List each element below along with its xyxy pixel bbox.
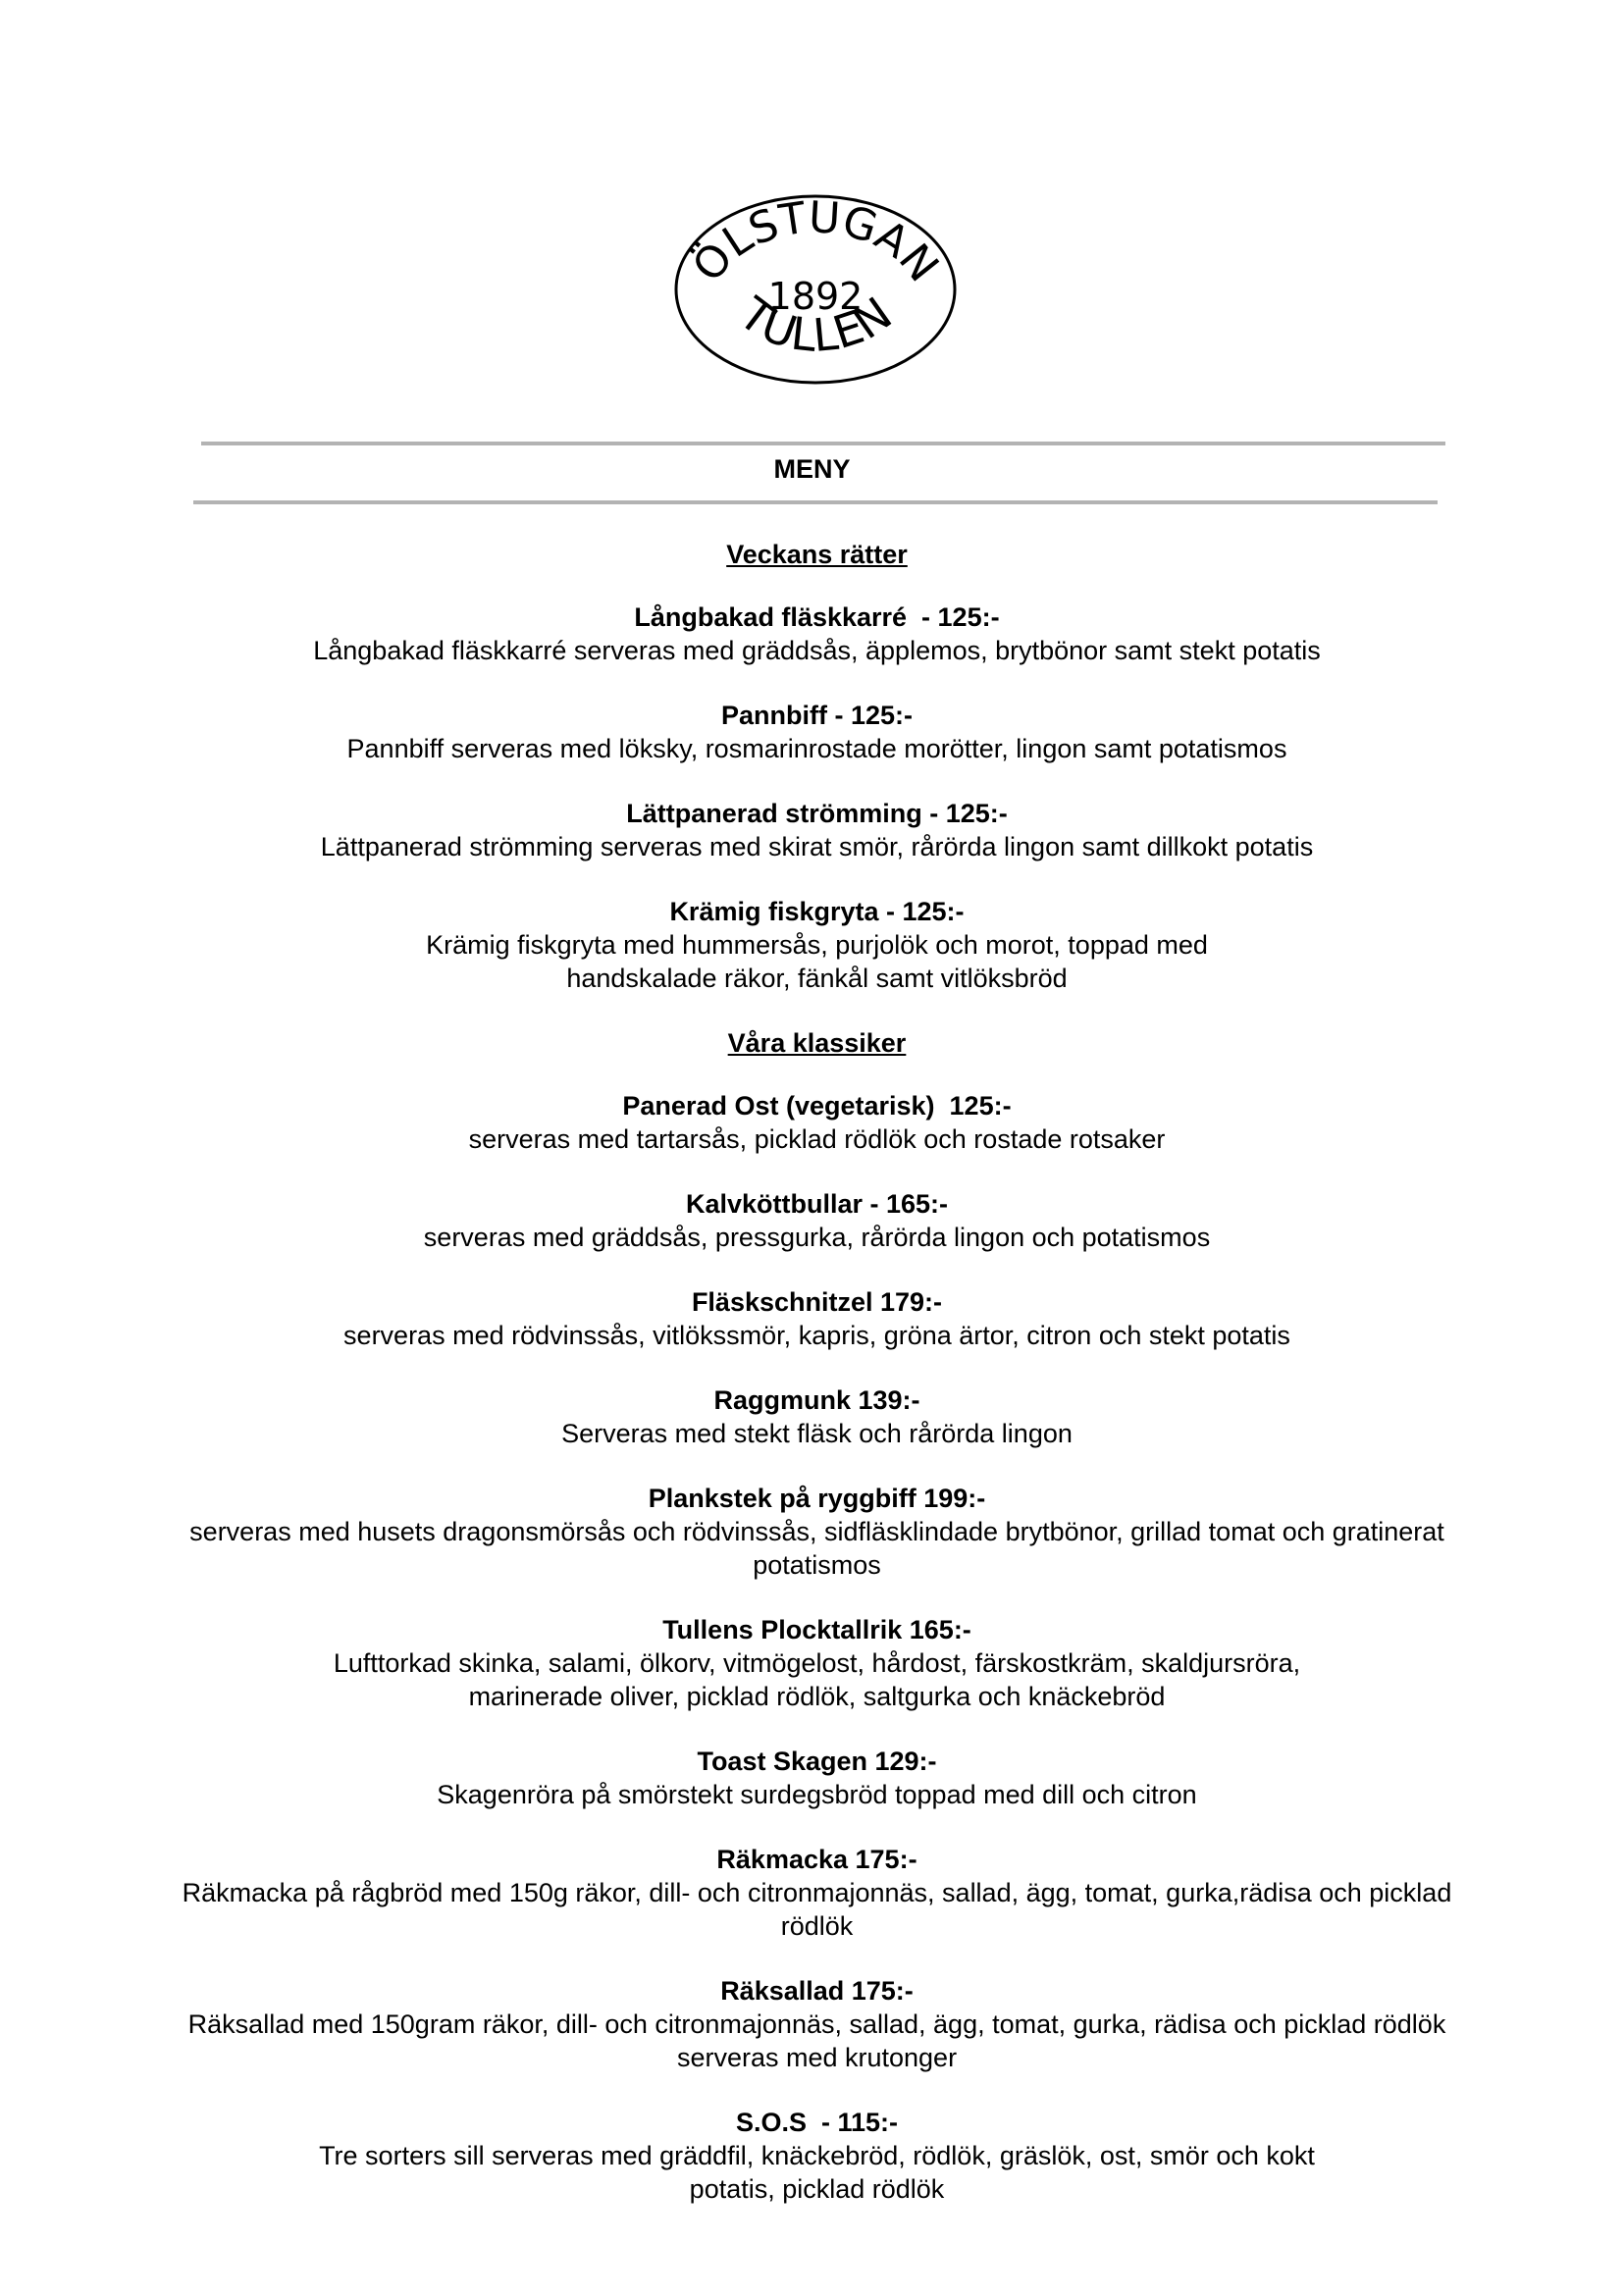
dish-description: serveras med gräddsås, pressgurka, rårörda lingon och potatismos: [423, 1223, 1211, 1252]
dish-description: Lättpanerad strömming serveras med skirat smör, rårörda lingon samt dillkokt potatis: [320, 832, 1314, 861]
dish-name: Krämig fiskgryta - 125:-: [669, 897, 965, 926]
logo-top-text: ÖLSTUGAN: [682, 192, 949, 291]
dish-description: Tre sorters sill serveras med gräddfil, knäckebröd, rödlök, gräslök, ost, smör och kokt potatis, picklad rödlök: [319, 2141, 1315, 2204]
dish-name: Långbakad fläskkarré - 125:-: [634, 602, 1000, 632]
dish-description: Lufttorkad skinka, salami, ölkorv, vitmögelost, hårdost, färskostkräm, skaldjursröra, marinerade oliver, picklad rödlök, saltgurka och knäckebröd: [333, 1648, 1301, 1711]
dish-description: serveras med rödvinssås, vitlökssmör, kapris, gröna ärtor, citron och stekt potatis: [343, 1321, 1290, 1350]
dish-name: Kalvköttbullar - 165:-: [685, 1189, 949, 1219]
dish-name: Toast Skagen 129:-: [697, 1747, 937, 1776]
dish-description: serveras med tartarsås, picklad rödlök och rostade rotsaker: [468, 1124, 1166, 1154]
menu-item: [147, 600, 1487, 667]
olstugan-tullen-logo: [673, 186, 958, 392]
menu-item: [147, 1613, 1487, 1713]
menu-item: [147, 2106, 1487, 2206]
dish-description: Serveras med stekt fläsk och rårörda lingon: [561, 1419, 1073, 1448]
menu-item: [147, 1285, 1487, 1352]
menu-item: [147, 1482, 1487, 1582]
section-vara-klassiker: [147, 1026, 1487, 2206]
menu-item: [147, 1745, 1487, 1811]
dish-description: serveras med husets dragonsmörsås och rödvinssås, sidfläsklindade brytbönor, grillad tomat och gratinerat potatismos: [189, 1517, 1444, 1580]
menu-item: [147, 1187, 1487, 1254]
dish-name: Panerad Ost (vegetarisk) 125:-: [622, 1091, 1012, 1121]
menu-item: [147, 895, 1487, 995]
menu-title: MENY: [773, 454, 851, 484]
dish-name: Plankstek på ryggbiff 199:-: [648, 1484, 986, 1513]
dish-name: Tullens Plocktallrik 165:-: [662, 1615, 971, 1644]
dish-description: Räkmacka på rågbröd med 150g räkor, dill- och citronmajonnäs, sallad, ägg, tomat, gurka,rädisa och picklad rödlök: [182, 1878, 1452, 1941]
dish-name: Pannbiff - 125:-: [720, 701, 913, 730]
dish-name: Räksallad 175:-: [720, 1976, 914, 2006]
bottom-rule: [193, 500, 1438, 504]
dish-description: Pannbiff serveras med löksky, rosmarinrostade morötter, lingon samt potatismos: [346, 734, 1287, 763]
dish-name: Lättpanerad strömming - 125:-: [626, 799, 1008, 828]
logo-year: 1892: [767, 275, 864, 318]
menu-item: [147, 699, 1487, 765]
dish-description: Skagenröra på smörstekt surdegsbröd toppad med dill och citron: [437, 1780, 1197, 1809]
section-veckans-ratter: [147, 538, 1487, 995]
dish-description: Krämig fiskgryta med hummersås, purjolök och morot, toppad med handskalade räkor, fänkål samt vitlöksbröd: [426, 930, 1208, 993]
dish-name: Fläskschnitzel 179:-: [691, 1287, 943, 1317]
menu-item: [147, 1974, 1487, 2074]
dish-description: Räksallad med 150gram räkor, dill- och citronmajonnäs, sallad, ägg, tomat, gurka, rädisa och picklad rödlök serveras med krutonger: [187, 2009, 1446, 2072]
menu-item: [147, 1383, 1487, 1450]
menu-item: [147, 797, 1487, 863]
logo-bottom-text: TULLEN: [729, 287, 902, 362]
top-rule: [201, 442, 1445, 445]
section-heading: Veckans rätter: [726, 540, 908, 569]
dish-name: S.O.S - 115:-: [735, 2108, 899, 2137]
menu-item: [147, 1843, 1487, 1943]
section-heading: Våra klassiker: [727, 1028, 907, 1058]
menu-content: [147, 538, 1487, 2237]
dish-name: Räkmacka 175:-: [716, 1845, 917, 1874]
dish-description: Långbakad fläskkarré serveras med gräddsås, äpplemos, brytbönor samt stekt potatis: [313, 636, 1321, 665]
dish-name: Raggmunk 139:-: [713, 1385, 920, 1415]
menu-item: [147, 1089, 1487, 1156]
